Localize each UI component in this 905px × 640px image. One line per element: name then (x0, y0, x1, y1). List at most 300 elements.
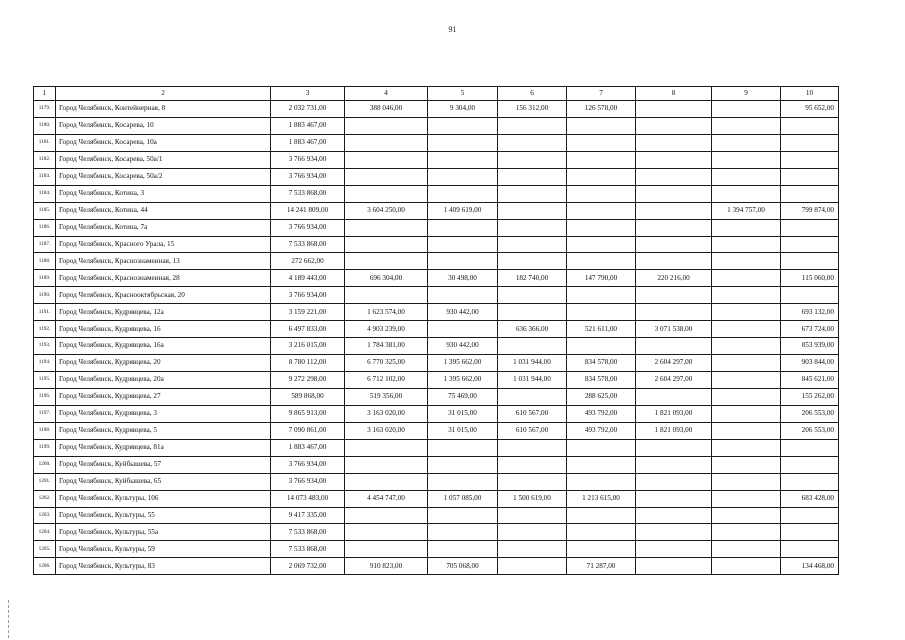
column-header-4: 4 (345, 87, 428, 101)
col-6-value-cell (498, 168, 567, 185)
address-cell: Город Челябинск, Косарева, 10 (56, 117, 271, 134)
address-cell: Город Челябинск, Куйбышева, 57 (56, 456, 271, 473)
col-7-value-cell (567, 507, 636, 524)
col-10-value-cell (781, 473, 839, 490)
col-9-value-cell (712, 524, 781, 541)
table-row (34, 422, 839, 439)
col-9-value-cell (712, 117, 781, 134)
table-row (34, 456, 839, 473)
col-3-value-cell: 3 766 934,00 (271, 219, 345, 236)
table-row (34, 405, 839, 422)
col-10-value-cell (781, 541, 839, 558)
col-9-value-cell (712, 388, 781, 405)
col-4-value-cell (345, 168, 428, 185)
col-10-value-cell: 206 553,00 (781, 422, 839, 439)
table-row (34, 304, 839, 321)
col-4-value-cell: 519 356,00 (345, 388, 428, 405)
col-4-value-cell: 388 046,00 (345, 101, 428, 118)
column-header-8: 8 (636, 87, 712, 101)
col-4-value-cell: 3 604 250,00 (345, 202, 428, 219)
row-number-cell: 1194. (34, 355, 56, 372)
row-number-cell: 1203. (34, 507, 56, 524)
address-cell: Город Челябинск, Куйбышева, 65 (56, 473, 271, 490)
col-8-value-cell (636, 490, 712, 507)
col-3-value-cell: 14 073 483,00 (271, 490, 345, 507)
col-7-value-cell: 71 287,00 (567, 558, 636, 575)
page-number: 91 (448, 25, 457, 34)
col-9-value-cell (712, 185, 781, 202)
row-number-cell: 1201. (34, 473, 56, 490)
col-10-value-cell: 683 428,00 (781, 490, 839, 507)
col-9-value-cell (712, 270, 781, 287)
address-cell: Город Челябинск, Кудрявцева, 20а (56, 372, 271, 389)
address-cell: Город Челябинск, Кудрявцева, 3 (56, 405, 271, 422)
col-8-value-cell (636, 558, 712, 575)
col-7-value-cell (567, 524, 636, 541)
col-3-value-cell: 2 032 731,00 (271, 101, 345, 118)
table-row (34, 253, 839, 270)
col-10-value-cell (781, 524, 839, 541)
col-4-value-cell (345, 287, 428, 304)
col-6-value-cell: 182 740,00 (498, 270, 567, 287)
col-6-value-cell (498, 202, 567, 219)
col-6-value-cell: 1 031 944,00 (498, 355, 567, 372)
col-7-value-cell: 521 611,00 (567, 321, 636, 338)
col-8-value-cell (636, 541, 712, 558)
table-body (34, 101, 839, 575)
col-9-value-cell (712, 151, 781, 168)
col-10-value-cell (781, 456, 839, 473)
col-6-value-cell (498, 304, 567, 321)
col-8-value-cell (636, 134, 712, 151)
col-8-value-cell (636, 439, 712, 456)
col-3-value-cell: 589 868,00 (271, 388, 345, 405)
col-8-value-cell (636, 287, 712, 304)
col-4-value-cell: 6 770 325,00 (345, 355, 428, 372)
col-5-value-cell: 930 442,00 (428, 338, 498, 355)
col-7-value-cell (567, 185, 636, 202)
address-cell: Город Челябинск, Кудрявцева, 81а (56, 439, 271, 456)
col-4-value-cell (345, 253, 428, 270)
row-number-cell: 1192. (34, 321, 56, 338)
col-4-value-cell (345, 524, 428, 541)
col-6-value-cell: 610 567,00 (498, 422, 567, 439)
col-5-value-cell: 31 015,00 (428, 422, 498, 439)
table-row (34, 287, 839, 304)
col-5-value-cell (428, 236, 498, 253)
table-row (34, 236, 839, 253)
table-row (34, 355, 839, 372)
col-10-value-cell (781, 168, 839, 185)
col-4-value-cell: 4 903 239,00 (345, 321, 428, 338)
col-3-value-cell: 3 216 015,00 (271, 338, 345, 355)
col-3-value-cell: 3 159 221,00 (271, 304, 345, 321)
col-7-value-cell (567, 287, 636, 304)
col-6-value-cell: 636 366,00 (498, 321, 567, 338)
col-9-value-cell (712, 558, 781, 575)
col-9-value-cell (712, 253, 781, 270)
row-number-cell: 1191. (34, 304, 56, 321)
col-3-value-cell: 9 417 335,00 (271, 507, 345, 524)
col-6-value-cell (498, 253, 567, 270)
column-header-9: 9 (712, 87, 781, 101)
column-header-7: 7 (567, 87, 636, 101)
row-number-cell: 1195. (34, 372, 56, 389)
table-row (34, 270, 839, 287)
col-9-value-cell (712, 541, 781, 558)
col-4-value-cell (345, 236, 428, 253)
col-6-value-cell (498, 117, 567, 134)
col-10-value-cell (781, 236, 839, 253)
col-9-value-cell (712, 134, 781, 151)
address-cell: Город Челябинск, Культуры, 59 (56, 541, 271, 558)
column-header-5: 5 (428, 87, 498, 101)
col-7-value-cell: 126 578,00 (567, 101, 636, 118)
col-7-value-cell: 834 578,00 (567, 372, 636, 389)
col-10-value-cell: 115 060,00 (781, 270, 839, 287)
col-3-value-cell: 4 189 443,00 (271, 270, 345, 287)
col-3-value-cell: 14 241 809,00 (271, 202, 345, 219)
col-10-value-cell (781, 117, 839, 134)
row-number-cell: 1189. (34, 270, 56, 287)
col-4-value-cell (345, 185, 428, 202)
col-7-value-cell (567, 304, 636, 321)
row-number-cell: 1183. (34, 168, 56, 185)
table-row (34, 117, 839, 134)
col-7-value-cell: 493 792,00 (567, 405, 636, 422)
col-8-value-cell (636, 101, 712, 118)
col-10-value-cell: 903 844,00 (781, 355, 839, 372)
address-cell: Город Челябинск, Кудрявцева, 12а (56, 304, 271, 321)
col-3-value-cell: 7 533 868,00 (271, 185, 345, 202)
col-9-value-cell (712, 287, 781, 304)
col-6-value-cell (498, 507, 567, 524)
col-7-value-cell (567, 338, 636, 355)
table-row (34, 168, 839, 185)
row-number-cell: 1202. (34, 490, 56, 507)
col-10-value-cell: 799 874,00 (781, 202, 839, 219)
col-6-value-cell (498, 473, 567, 490)
row-number-cell: 1188. (34, 253, 56, 270)
col-5-value-cell (428, 253, 498, 270)
address-cell: Город Челябинск, Культуры, 83 (56, 558, 271, 575)
row-number-cell: 1190. (34, 287, 56, 304)
col-5-value-cell (428, 439, 498, 456)
data-table (33, 86, 839, 575)
col-3-value-cell: 9 272 298,00 (271, 372, 345, 389)
col-6-value-cell (498, 524, 567, 541)
col-3-value-cell: 2 069 732,00 (271, 558, 345, 575)
col-3-value-cell: 9 865 913,00 (271, 405, 345, 422)
table-row (34, 490, 839, 507)
col-7-value-cell (567, 134, 636, 151)
col-5-value-cell: 1 057 085,00 (428, 490, 498, 507)
col-8-value-cell: 2 604 297,00 (636, 355, 712, 372)
col-4-value-cell: 1 784 381,00 (345, 338, 428, 355)
col-5-value-cell (428, 456, 498, 473)
col-6-value-cell (498, 388, 567, 405)
col-7-value-cell (567, 117, 636, 134)
col-9-value-cell (712, 490, 781, 507)
table-row (34, 372, 839, 389)
col-8-value-cell (636, 202, 712, 219)
col-8-value-cell: 2 604 297,00 (636, 372, 712, 389)
col-9-value-cell (712, 355, 781, 372)
col-5-value-cell: 705 068,00 (428, 558, 498, 575)
col-8-value-cell (636, 117, 712, 134)
row-number-cell: 1204. (34, 524, 56, 541)
address-cell: Город Челябинск, Контейнерная, 8 (56, 101, 271, 118)
col-3-value-cell: 1 883 467,00 (271, 439, 345, 456)
col-8-value-cell: 3 071 538,00 (636, 321, 712, 338)
col-6-value-cell (498, 134, 567, 151)
col-10-value-cell (781, 219, 839, 236)
col-3-value-cell: 272 662,00 (271, 253, 345, 270)
col-9-value-cell (712, 236, 781, 253)
col-9-value-cell (712, 338, 781, 355)
row-number-cell: 1179. (34, 101, 56, 118)
address-cell: Город Челябинск, Кудрявцева, 16 (56, 321, 271, 338)
col-6-value-cell (498, 439, 567, 456)
address-cell: Город Челябинск, Котина, 44 (56, 202, 271, 219)
col-4-value-cell: 6 712 102,00 (345, 372, 428, 389)
col-10-value-cell (781, 287, 839, 304)
table-row (34, 541, 839, 558)
col-10-value-cell: 693 132,00 (781, 304, 839, 321)
table-row (34, 388, 839, 405)
col-10-value-cell (781, 253, 839, 270)
col-6-value-cell (498, 456, 567, 473)
table-row (34, 473, 839, 490)
col-3-value-cell: 3 766 934,00 (271, 473, 345, 490)
col-7-value-cell (567, 236, 636, 253)
col-9-value-cell (712, 473, 781, 490)
address-cell: Город Челябинск, Культуры, 55а (56, 524, 271, 541)
col-8-value-cell (636, 473, 712, 490)
address-cell: Город Челябинск, Культуры, 55 (56, 507, 271, 524)
row-number-cell: 1197. (34, 405, 56, 422)
address-cell: Город Челябинск, Кудрявцева, 16а (56, 338, 271, 355)
col-7-value-cell (567, 473, 636, 490)
table-row (34, 338, 839, 355)
col-4-value-cell (345, 134, 428, 151)
col-4-value-cell: 4 454 747,00 (345, 490, 428, 507)
table-row (34, 558, 839, 575)
col-10-value-cell: 206 553,00 (781, 405, 839, 422)
table-row (34, 439, 839, 456)
table-row (34, 524, 839, 541)
address-cell: Город Челябинск, Косарева, 50а/1 (56, 151, 271, 168)
col-9-value-cell (712, 422, 781, 439)
col-7-value-cell (567, 456, 636, 473)
col-6-value-cell (498, 558, 567, 575)
col-8-value-cell (636, 456, 712, 473)
col-10-value-cell (781, 151, 839, 168)
col-5-value-cell (428, 541, 498, 558)
col-3-value-cell: 8 780 112,00 (271, 355, 345, 372)
row-number-cell: 1186. (34, 219, 56, 236)
col-7-value-cell: 834 578,00 (567, 355, 636, 372)
col-10-value-cell (781, 134, 839, 151)
row-number-cell: 1198. (34, 422, 56, 439)
column-header-2: 2 (56, 87, 271, 101)
col-7-value-cell: 1 213 615,00 (567, 490, 636, 507)
scan-margin-mark (8, 600, 10, 638)
col-7-value-cell (567, 202, 636, 219)
col-7-value-cell: 288 625,00 (567, 388, 636, 405)
col-8-value-cell (636, 236, 712, 253)
row-number-cell: 1180. (34, 117, 56, 134)
col-9-value-cell (712, 372, 781, 389)
col-5-value-cell (428, 185, 498, 202)
col-8-value-cell (636, 524, 712, 541)
address-cell: Город Челябинск, Культуры, 106 (56, 490, 271, 507)
col-5-value-cell: 930 442,00 (428, 304, 498, 321)
col-6-value-cell: 1 031 944,00 (498, 372, 567, 389)
col-5-value-cell: 1 395 662,00 (428, 372, 498, 389)
col-3-value-cell: 1 883 467,00 (271, 117, 345, 134)
col-5-value-cell: 31 015,00 (428, 405, 498, 422)
table-row (34, 507, 839, 524)
col-5-value-cell (428, 168, 498, 185)
col-9-value-cell (712, 439, 781, 456)
col-6-value-cell (498, 338, 567, 355)
col-9-value-cell (712, 168, 781, 185)
table-row (34, 219, 839, 236)
col-10-value-cell (781, 507, 839, 524)
table-row (34, 151, 839, 168)
address-cell: Город Челябинск, Кудрявцева, 27 (56, 388, 271, 405)
table-header-row (34, 87, 839, 101)
col-8-value-cell (636, 388, 712, 405)
col-3-value-cell: 7 533 868,00 (271, 236, 345, 253)
col-10-value-cell (781, 439, 839, 456)
col-10-value-cell: 134 468,00 (781, 558, 839, 575)
col-4-value-cell: 910 823,00 (345, 558, 428, 575)
col-4-value-cell (345, 507, 428, 524)
col-5-value-cell (428, 507, 498, 524)
col-8-value-cell (636, 507, 712, 524)
row-number-cell: 1182. (34, 151, 56, 168)
col-5-value-cell: 30 498,00 (428, 270, 498, 287)
row-number-cell: 1200. (34, 456, 56, 473)
col-8-value-cell (636, 151, 712, 168)
row-number-cell: 1205. (34, 541, 56, 558)
col-5-value-cell (428, 134, 498, 151)
col-9-value-cell (712, 219, 781, 236)
table-row (34, 202, 839, 219)
col-3-value-cell: 3 766 934,00 (271, 456, 345, 473)
table-row (34, 134, 839, 151)
row-number-cell: 1184. (34, 185, 56, 202)
col-8-value-cell (636, 219, 712, 236)
col-5-value-cell (428, 321, 498, 338)
col-4-value-cell: 3 163 020,00 (345, 422, 428, 439)
col-7-value-cell (567, 439, 636, 456)
address-cell: Город Челябинск, Красного Урала, 15 (56, 236, 271, 253)
address-cell: Город Челябинск, Кудрявцева, 20 (56, 355, 271, 372)
address-cell: Город Челябинск, Косарева, 50а/2 (56, 168, 271, 185)
col-4-value-cell (345, 439, 428, 456)
col-3-value-cell: 3 766 934,00 (271, 287, 345, 304)
address-cell: Город Челябинск, Котина, 3 (56, 185, 271, 202)
col-10-value-cell: 853 939,00 (781, 338, 839, 355)
column-header-1: 1 (34, 87, 56, 101)
col-9-value-cell (712, 304, 781, 321)
col-7-value-cell (567, 168, 636, 185)
col-6-value-cell: 1 500 619,00 (498, 490, 567, 507)
table-row (34, 101, 839, 118)
row-number-cell: 1181. (34, 134, 56, 151)
col-10-value-cell: 155 262,00 (781, 388, 839, 405)
col-7-value-cell (567, 219, 636, 236)
col-7-value-cell (567, 253, 636, 270)
col-4-value-cell (345, 219, 428, 236)
col-3-value-cell: 6 497 833,00 (271, 321, 345, 338)
col-5-value-cell (428, 151, 498, 168)
col-6-value-cell (498, 219, 567, 236)
col-5-value-cell (428, 219, 498, 236)
col-8-value-cell (636, 185, 712, 202)
address-cell: Город Челябинск, Краснооктябрьская, 20 (56, 287, 271, 304)
col-4-value-cell: 1 623 574,00 (345, 304, 428, 321)
col-8-value-cell (636, 253, 712, 270)
address-cell: Город Челябинск, Краснознаменная, 28 (56, 270, 271, 287)
col-9-value-cell (712, 405, 781, 422)
col-5-value-cell (428, 117, 498, 134)
col-5-value-cell: 75 469,00 (428, 388, 498, 405)
row-number-cell: 1185. (34, 202, 56, 219)
row-number-cell: 1196. (34, 388, 56, 405)
col-6-value-cell (498, 236, 567, 253)
col-3-value-cell: 7 533 868,00 (271, 541, 345, 558)
col-6-value-cell (498, 151, 567, 168)
col-10-value-cell (781, 185, 839, 202)
col-4-value-cell (345, 456, 428, 473)
col-7-value-cell: 493 792,00 (567, 422, 636, 439)
col-9-value-cell (712, 101, 781, 118)
address-cell: Город Челябинск, Кудрявцева, 5 (56, 422, 271, 439)
table-row (34, 321, 839, 338)
table-row (34, 185, 839, 202)
col-6-value-cell: 610 567,00 (498, 405, 567, 422)
col-8-value-cell (636, 168, 712, 185)
col-7-value-cell (567, 541, 636, 558)
row-number-cell: 1193. (34, 338, 56, 355)
address-cell: Город Челябинск, Котина, 7а (56, 219, 271, 236)
col-5-value-cell (428, 287, 498, 304)
col-5-value-cell (428, 524, 498, 541)
column-header-3: 3 (271, 87, 345, 101)
col-8-value-cell: 1 821 093,00 (636, 422, 712, 439)
col-5-value-cell: 1 395 662,00 (428, 355, 498, 372)
col-8-value-cell: 1 821 093,00 (636, 405, 712, 422)
col-4-value-cell: 696 304,00 (345, 270, 428, 287)
row-number-cell: 1187. (34, 236, 56, 253)
col-7-value-cell (567, 151, 636, 168)
col-6-value-cell: 156 312,00 (498, 101, 567, 118)
col-10-value-cell: 95 652,00 (781, 101, 839, 118)
col-3-value-cell: 7 090 861,00 (271, 422, 345, 439)
col-7-value-cell: 147 790,00 (567, 270, 636, 287)
col-10-value-cell: 845 621,00 (781, 372, 839, 389)
col-8-value-cell: 220 216,00 (636, 270, 712, 287)
col-4-value-cell (345, 151, 428, 168)
col-4-value-cell (345, 541, 428, 558)
col-9-value-cell: 1 394 757,00 (712, 202, 781, 219)
row-number-cell: 1199. (34, 439, 56, 456)
col-9-value-cell (712, 456, 781, 473)
